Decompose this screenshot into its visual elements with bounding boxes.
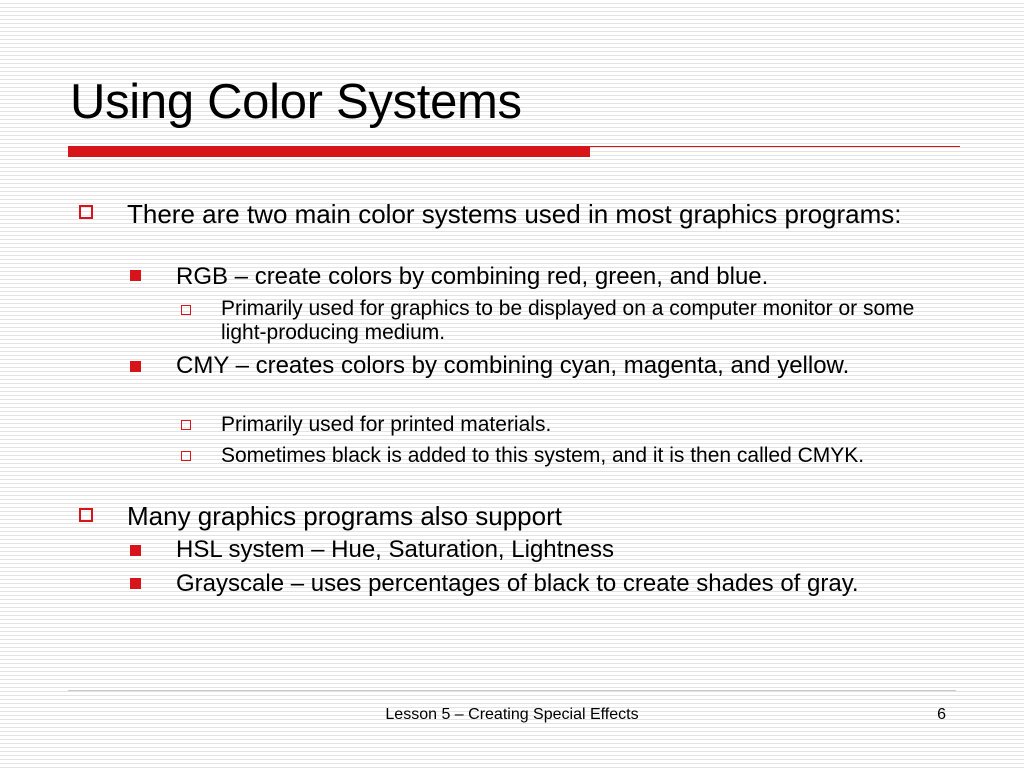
hollow-square-bullet-icon — [79, 508, 93, 522]
hollow-square-bullet-icon — [181, 305, 191, 315]
page-number: 6 — [937, 706, 946, 723]
bullet-level3: Sometimes black is added to this system, and it is then called CMYK. — [221, 444, 865, 467]
bullet-level3: Primarily used for graphics to be displayed on a computer monitor or some light-producing medium. — [221, 297, 915, 344]
bullet-level1: Many graphics programs also support — [127, 501, 562, 531]
hollow-square-bullet-icon — [181, 420, 191, 430]
footer-divider — [68, 690, 956, 691]
bullet-level1: There are two main color systems used in most graphics programs: — [127, 199, 902, 229]
bullet-level3: Primarily used for printed materials. — [221, 413, 552, 436]
slide-title: Using Color Systems — [70, 75, 522, 129]
bullet-level2: HSL system – Hue, Saturation, Lightness — [176, 536, 614, 563]
filled-square-bullet-icon — [130, 270, 141, 281]
filled-square-bullet-icon — [130, 578, 141, 589]
bullet-level2: Grayscale – uses percentages of black to create shades of gray. — [176, 570, 859, 597]
hollow-square-bullet-icon — [181, 451, 191, 461]
hollow-square-bullet-icon — [79, 205, 93, 219]
filled-square-bullet-icon — [130, 361, 141, 372]
filled-square-bullet-icon — [130, 545, 141, 556]
footer-title: Lesson 5 – Creating Special Effects — [385, 706, 639, 723]
bullet-level2: RGB – create colors by combining red, green, and blue. — [176, 263, 769, 290]
bullet-level2: CMY – creates colors by combining cyan, magenta, and yellow. — [176, 352, 850, 379]
